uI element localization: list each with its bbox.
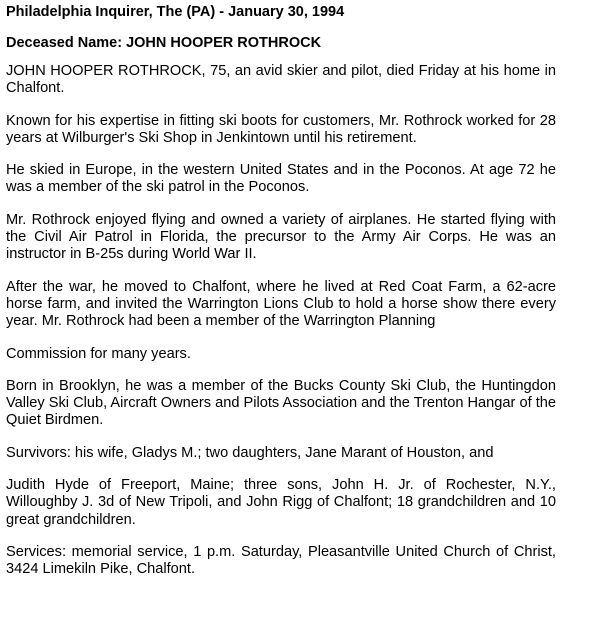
paragraph-flying: Mr. Rothrock enjoyed flying and owned a variety of airplanes. He started flying with the Civil Air Patrol in Florida, the precursor to the Army Air Corps. He was an instructor in B-25s during World War II. <box>6 211 556 263</box>
paragraph-memberships: Born in Brooklyn, he was a member of the Bucks County Ski Club, the Huntingdon Valley Ski Club, Aircraft Owners and Pilots Association and the Trenton Hangar of the Quiet Birdmen. <box>6 377 556 429</box>
paragraph-intro: JOHN HOOPER ROTHROCK, 75, an avid skier and pilot, died Friday at his home in Chalfont. <box>6 63 556 97</box>
publication-header: Philadelphia Inquirer, The (PA) - January 30, 1994 <box>6 4 345 20</box>
paragraph-services: Services: memorial service, 1 p.m. Saturday, Pleasantville United Church of Christ, 3424 Limekiln Pike, Chalfont. <box>6 543 556 578</box>
deceased-name-header: Deceased Name: JOHN HOOPER ROTHROCK <box>6 35 322 51</box>
paragraph-skiing: He skied in Europe, in the western United States and in the Poconos. At age 72 he was a member of the ski patrol in the Poconos. <box>6 162 556 196</box>
obituary-document <box>6 4 556 594</box>
paragraph-survivors-continued: Judith Hyde of Freeport, Maine; three sons, John H. Jr. of Rochester, N.Y., Willoughby J. 3d of New Tripoli, and John Rigg of Chalfont; 18 grandchildren and 10 great grandchildren. <box>6 477 556 528</box>
paragraph-farm: After the war, he moved to Chalfont, where he lived at Red Coat Farm, a 62-acre horse farm, and invited the Warrington Lions Club to hold a horse show there every year. Mr. Rothrock had been a member of the Warrington Planning <box>6 278 556 330</box>
paragraph-survivors: Survivors: his wife, Gladys M.; two daughters, Jane Marant of Houston, and <box>6 444 494 461</box>
paragraph-commission: Commission for many years. <box>6 345 191 362</box>
paragraph-career: Known for his expertise in fitting ski boots for customers, Mr. Rothrock worked for 28 years at Wilburger's Ski Shop in Jenkintown until his retirement. <box>6 112 556 146</box>
